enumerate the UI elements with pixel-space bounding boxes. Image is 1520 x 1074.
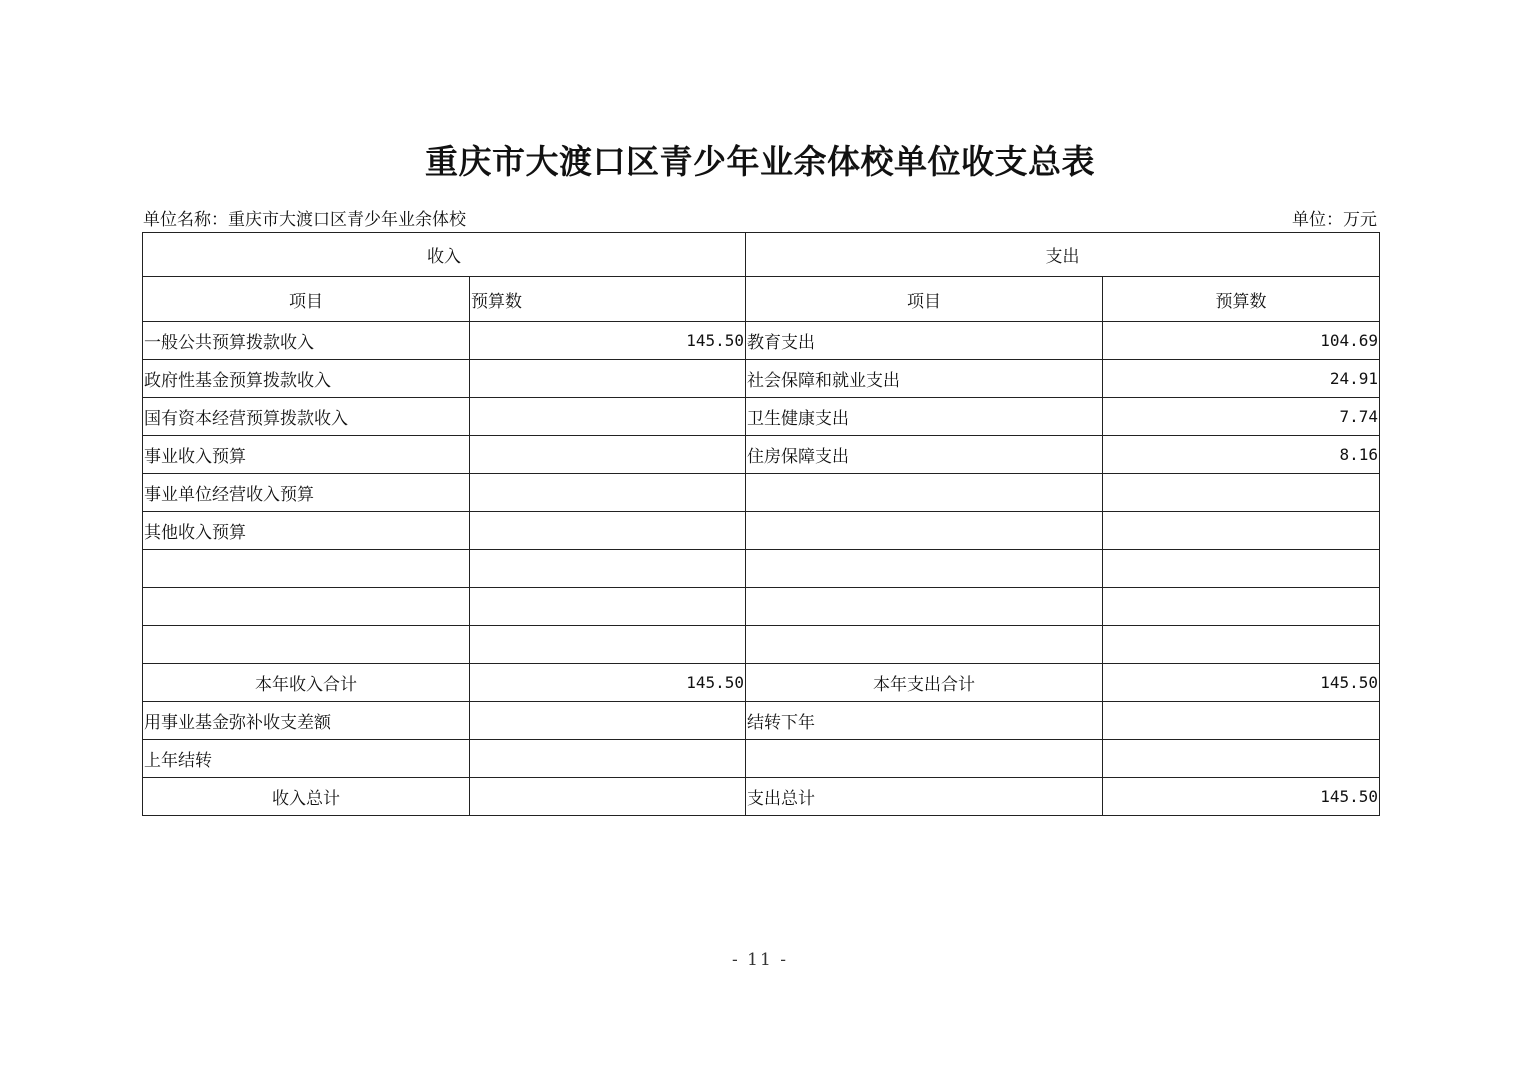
page-number: - 11 - <box>732 950 788 970</box>
income-item: 上年结转 <box>143 740 470 778</box>
income-subtotal-value: 145.50 <box>470 664 746 702</box>
expense-item-header: 项目 <box>746 277 1103 322</box>
income-budget-header: 预算数 <box>470 277 746 322</box>
table-row <box>143 550 1380 588</box>
table-row <box>143 512 1380 550</box>
table-row <box>143 398 1380 436</box>
table-row <box>143 626 1380 664</box>
expense-item <box>746 512 1103 550</box>
table-row <box>143 436 1380 474</box>
income-item: 事业单位经营收入预算 <box>143 474 470 512</box>
income-value <box>470 626 746 664</box>
income-item: 一般公共预算拨款收入 <box>143 322 470 360</box>
table-row <box>143 588 1380 626</box>
expense-item <box>746 474 1103 512</box>
expense-item <box>746 626 1103 664</box>
expense-value: 7.74 <box>1103 398 1380 436</box>
income-item: 政府性基金预算拨款收入 <box>143 360 470 398</box>
expense-value <box>1103 474 1380 512</box>
unit-name-label: 单位名称：重庆市大渡口区青少年业余体校 <box>143 210 466 230</box>
expense-value <box>1103 702 1380 740</box>
expense-item <box>746 740 1103 778</box>
budget-summary-table <box>142 232 1380 816</box>
table-row <box>143 474 1380 512</box>
expense-value <box>1103 550 1380 588</box>
income-item: 用事业基金弥补收支差额 <box>143 702 470 740</box>
income-item: 国有资本经营预算拨款收入 <box>143 398 470 436</box>
income-value <box>470 702 746 740</box>
expense-item <box>746 588 1103 626</box>
table-row <box>143 702 1380 740</box>
expense-subtotal-value: 145.50 <box>1103 664 1380 702</box>
section-header-row <box>143 233 1380 277</box>
income-value <box>470 360 746 398</box>
expense-item <box>746 550 1103 588</box>
income-item-header: 项目 <box>143 277 470 322</box>
expense-value <box>1103 512 1380 550</box>
expense-value: 8.16 <box>1103 436 1380 474</box>
expense-section-header: 支出 <box>746 233 1380 277</box>
expense-item: 教育支出 <box>746 322 1103 360</box>
expense-total-label: 支出总计 <box>746 778 1103 816</box>
expense-value <box>1103 740 1380 778</box>
expense-item: 社会保障和就业支出 <box>746 360 1103 398</box>
income-total-label: 收入总计 <box>143 778 470 816</box>
income-total-value <box>470 778 746 816</box>
expense-value <box>1103 588 1380 626</box>
expense-item: 卫生健康支出 <box>746 398 1103 436</box>
currency-unit-label: 单位：万元 <box>1292 210 1377 230</box>
income-value <box>470 740 746 778</box>
income-value: 145.50 <box>470 322 746 360</box>
income-value <box>470 512 746 550</box>
income-value <box>470 588 746 626</box>
income-value <box>470 474 746 512</box>
table-row <box>143 740 1380 778</box>
income-value <box>470 550 746 588</box>
table-row <box>143 360 1380 398</box>
table-meta <box>143 208 1377 232</box>
column-header-row <box>143 277 1380 322</box>
income-value <box>470 398 746 436</box>
page-title: 重庆市大渡口区青少年业余体校单位收支总表 <box>425 142 1095 181</box>
table-row <box>143 322 1380 360</box>
income-item <box>143 550 470 588</box>
income-section-header: 收入 <box>143 233 746 277</box>
income-subtotal-label: 本年收入合计 <box>143 664 470 702</box>
total-row <box>143 778 1380 816</box>
income-item: 事业收入预算 <box>143 436 470 474</box>
expense-value: 24.91 <box>1103 360 1380 398</box>
income-item <box>143 588 470 626</box>
subtotal-row <box>143 664 1380 702</box>
expense-subtotal-label: 本年支出合计 <box>746 664 1103 702</box>
income-item: 其他收入预算 <box>143 512 470 550</box>
expense-item: 住房保障支出 <box>746 436 1103 474</box>
expense-item: 结转下年 <box>746 702 1103 740</box>
income-item <box>143 626 470 664</box>
expense-total-value: 145.50 <box>1103 778 1380 816</box>
income-value <box>470 436 746 474</box>
expense-budget-header: 预算数 <box>1103 277 1380 322</box>
expense-value: 104.69 <box>1103 322 1380 360</box>
expense-value <box>1103 626 1380 664</box>
